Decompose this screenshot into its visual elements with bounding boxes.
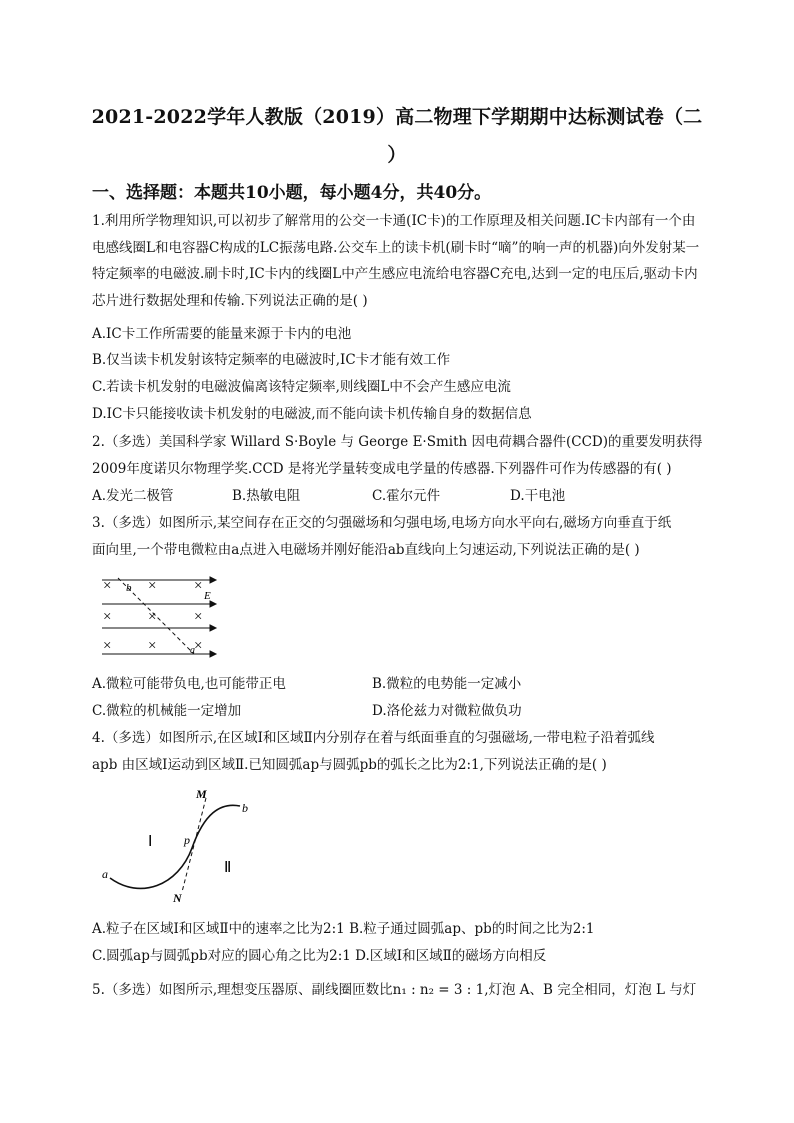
q3-label-a: a <box>190 645 195 656</box>
q5-line-1: 5.（多选）如图所示,理想变压器原、副线圈匝数比n₁ : n₂ = 3 : 1,灯泡 A、B 完全相同，灯泡 L 与灯 <box>92 982 697 998</box>
q3-cross-marks <box>103 578 202 654</box>
q1-stem: 1.利用所学物理知识,可以初步了解常用的公交一卡通(IC卡)的工作原理及相关问题.IC卡内部有一个由电感线圈L和电容器C构成的LC振荡电路.公交车上的读卡机(刷卡时“嘀”的响一声的机器)向外发射某一特定频率的电磁波.刷卡时,IC卡内的线圈L中产生感应电流给电容器C充电,达到一定的电压后,驱动卡内芯片进行数据处理和传输.下列说法正确的是( ) <box>92 213 700 309</box>
svg-text:×: × <box>103 609 112 625</box>
q4-region-ii: Ⅱ <box>224 860 232 876</box>
q3-option-b: B.微粒的电势能一定减小 <box>372 676 522 692</box>
q1-option-d: D.IC卡只能接收读卡机发射的电磁波,而不能向读卡机传输自身的数据信息 <box>92 406 532 422</box>
q4-label-n: N <box>173 891 182 905</box>
q4-label-p: p <box>184 833 190 847</box>
svg-text:×: × <box>194 638 203 654</box>
exam-title <box>60 98 734 174</box>
q3-line-1: 3.（多选）如图所示,某空间存在正交的匀强磁场和匀强电场,电场方向水平向右,磁场方向垂直于纸 <box>92 515 672 531</box>
q4-label-m: M <box>196 787 207 801</box>
q3-option-d: D.洛伦兹力对微粒做负功 <box>372 703 522 719</box>
q3-option-a: A.微粒可能带负电,也可能带正电 <box>92 676 286 692</box>
q3-label-b: b <box>126 582 132 594</box>
q2-line-1: 2.（多选）美国科学家 Willard S·Boyle 与 George E·Smith 因电荷耦合器件(CCD)的重要发明获得 <box>92 434 703 450</box>
title-line-2: ） <box>387 144 407 166</box>
svg-text:×: × <box>148 638 157 654</box>
q4-region-i: Ⅰ <box>148 834 153 850</box>
q3-field-figure <box>96 570 220 666</box>
svg-text:×: × <box>103 638 112 654</box>
svg-text:×: × <box>194 578 203 594</box>
q4-option-cd: C.圆弧ap与圆弧pb对应的圆心角之比为2:1 D.区域Ⅰ和区域Ⅱ的磁场方向相反 <box>92 948 547 964</box>
q4-line-2: apb 由区域Ⅰ运动到区域Ⅱ.已知圆弧ap与圆弧pb的弧长之比为2:1,下列说法正确的是( ) <box>92 757 607 773</box>
q2-line-2: 2009年度诺贝尔物理学奖.CCD 是将光学量转变成电学量的传感器.下列器件可作为传感器的有( ) <box>92 461 672 477</box>
title-line-1: 2021-2022学年人教版（2019）高二物理下学期期中达标测试卷（二 <box>91 106 703 128</box>
q4-arc-figure <box>92 782 264 908</box>
q4-label-a: a <box>102 867 108 881</box>
q3-option-c: C.微粒的机械能一定增加 <box>92 703 242 719</box>
q1-option-b: B.仅当读卡机发射该特定频率的电磁波时,IC卡才能有效工作 <box>92 352 451 368</box>
q4-option-ab: A.粒子在区域Ⅰ和区域Ⅱ中的速率之比为2:1 B.粒子通过圆弧ap、pb的时间之比为2:1 <box>92 921 595 937</box>
q2-option-a: A.发光二极管 <box>92 488 174 504</box>
section-heading: 一、选择题：本题共10小题，每小题4分，共40分。 <box>92 183 492 203</box>
q2-option-b: B.热敏电阻 <box>232 488 301 504</box>
q3-line-2: 面向里,一个带电微粒由a点进入电磁场并刚好能沿ab直线向上匀速运动,下列说法正确的是( ) <box>92 542 640 558</box>
svg-text:×: × <box>194 609 203 625</box>
q3-label-e: E <box>204 590 211 602</box>
q4-label-b: b <box>242 801 248 815</box>
q2-option-d: D.干电池 <box>510 488 566 504</box>
svg-text:×: × <box>148 578 157 594</box>
svg-text:×: × <box>103 578 112 594</box>
q1-option-a: A.IC卡工作所需要的能量来源于卡内的电池 <box>92 326 352 342</box>
svg-text:×: × <box>148 609 157 625</box>
q4-line-1: 4.（多选）如图所示,在区域Ⅰ和区域Ⅱ内分别存在着与纸面垂直的匀强磁场,一带电粒子沿着弧线 <box>92 730 655 746</box>
q1-option-c: C.若读卡机发射的电磁波偏离该特定频率,则线圈L中不会产生感应电流 <box>92 379 511 395</box>
q2-option-c: C.霍尔元件 <box>372 488 441 504</box>
